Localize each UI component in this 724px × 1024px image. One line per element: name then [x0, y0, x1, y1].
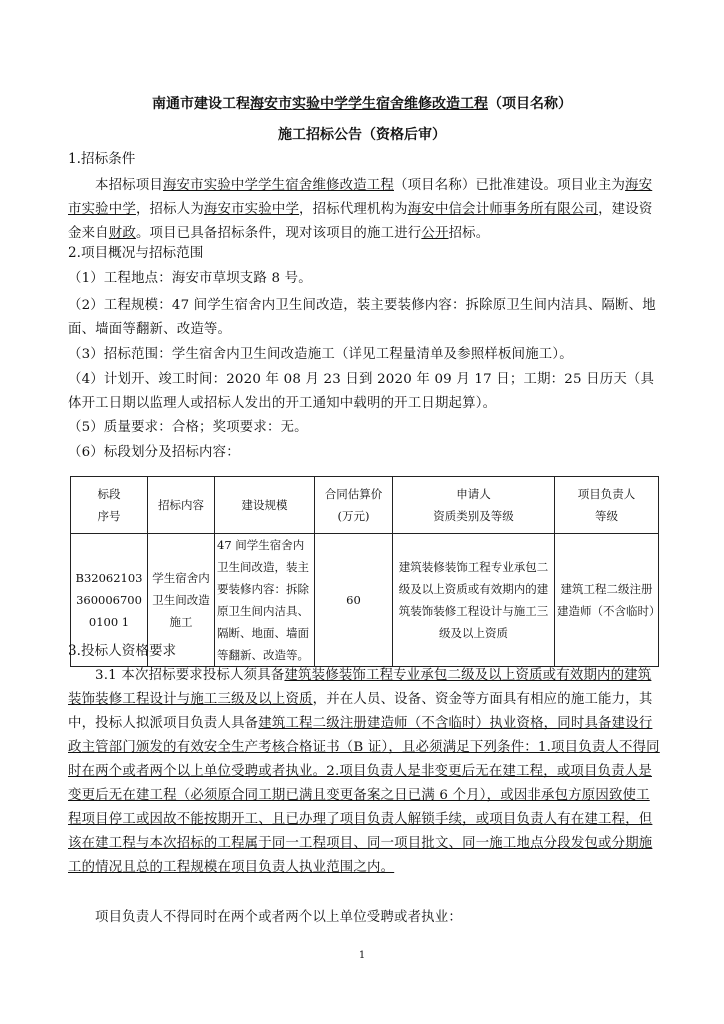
title-project-name: 海安市实验中学学生宿舍维修改造工程	[250, 96, 488, 112]
header-lot-no: 标段 序号	[71, 477, 148, 534]
lot-table	[70, 476, 659, 667]
item-location: （1）工程地点：海安市草坝支路 8 号。	[68, 271, 312, 286]
header-scale: 建设规模	[215, 477, 315, 534]
text: 3.1 本次招标要求投标人须具备	[95, 668, 285, 683]
page-number: 1	[358, 950, 366, 961]
text: ，招标代理机构为	[299, 202, 408, 217]
qualification-requirement: 建筑装修装饰工程专业承包二级及以上资质或有效期内的建筑装饰装修工程设计与施工三级及以上资质	[68, 668, 652, 707]
text: ，并在人员、设备、资金等方面具有相应的施工能力，其中，投标人拟派项目负责人具备	[68, 692, 653, 731]
header-manager-level: 项目负责人 等级	[555, 477, 659, 534]
fund-source: 财政	[108, 226, 136, 241]
text: （项目名称）已批准建设。项目业主为	[394, 178, 626, 193]
header-estimate: 合同估算价 (万元)	[315, 477, 393, 534]
tenderer-name: 海安市实验中学	[203, 202, 300, 217]
header-qualification: 申请人 资质类别及等级	[393, 477, 555, 534]
cell-manager-level: 建筑工程二级注册建造师（不含临时）	[555, 534, 659, 667]
section-3-heading: 3.投标人资格要求	[68, 643, 177, 659]
title-prefix: 南通市建设工程	[152, 96, 250, 112]
cell-scale: 47 间学生宿舍内卫生间改造，装主要装修内容：拆除原卫生间内洁具、隔断、地面、墙面等翻新、改造等。	[215, 534, 315, 667]
section-3-tail: 项目负责人不得同时在两个或者两个以上单位受聘或者执业：	[95, 910, 462, 925]
item-scale: （2）工程规模：47 间学生宿舍内卫生间改造，装主要装修内容：拆除原卫生间内洁具、隔断、地面、墙面等翻新、改造等。	[68, 298, 656, 337]
section-1-paragraph	[68, 174, 660, 246]
agency-name: 海安中信会计师事务所有限公司	[407, 202, 599, 217]
item-scope: （3）招标范围：学生宿舍内卫生间改造施工（详见工程量清单及参照样板间施工）。	[68, 347, 573, 362]
title-suffix: （项目名称）	[488, 96, 572, 112]
table-header-row	[71, 477, 659, 534]
item-quality: （5）质量要求：合格；奖项要求：无。	[68, 420, 308, 435]
item-lots: （6）标段划分及招标内容：	[68, 445, 240, 460]
project-name: 海安市实验中学学生宿舍维修改造工程	[162, 178, 394, 193]
text: 本招标项目	[95, 178, 163, 193]
header-content: 招标内容	[148, 477, 215, 534]
document-title	[0, 93, 724, 113]
manager-requirement: 建筑工程二级注册建造师（不含临时）执业资格，同时具备建设行政主管部门颁发的有效安全生产考核合格证书（B 证），且必须满足下列条件：1.项目负责人不得同时在两个或者两个以上单位受聘或者执业。2.项目负责人是非变更后无在建工程，或项目负责人是变更后无在建工程（必须原合同工期已满且变更备案之日已满 6 个月），或因非承包方原因致使工程项目停工或因故不能按期开工、且已办理了项目负责人解锁手续，或项目负责人有在建工程，但该在建工程与本次招标的工程属于同一工程项目、同一项目批文、同一施工地点分段发包或分期施工的情况且总的工程规模在项目负责人执业范围之内。	[68, 716, 660, 875]
tender-method: 公开	[421, 226, 449, 241]
owner-name: 海安市实验中学	[68, 178, 653, 217]
cell-estimate: 60	[315, 534, 393, 667]
text: ，招标人为	[135, 202, 204, 217]
cell-qualification: 建筑装修装饰工程专业承包二级及以上资质或有效期内的建筑装饰装修工程设计与施工三级及以上资质	[393, 534, 555, 667]
section-2-heading: 2.项目概况与招标范围	[68, 245, 204, 261]
section-1-heading: 1.招标条件	[68, 151, 136, 167]
item-schedule: （4）计划开、竣工时间：2020 年 08 月 23 日到 2020 年 09 月 17 日；工期：25 日历天（具体开工日期以监理人或招标人发出的开工通知中载明的开工日期起算）。	[68, 372, 655, 411]
document-subtitle: 施工招标公告（资格后审）	[278, 127, 446, 143]
text: 。项目已具备招标条件，现对该项目的施工进行	[135, 226, 422, 241]
cell-content: 学生宿舍内卫生间改造施工	[148, 534, 215, 667]
text: ，建设资金来自	[68, 202, 653, 241]
cell-lot-no: B320621033600067000100 1	[71, 534, 148, 667]
section-3-paragraph	[68, 664, 660, 880]
text: 招标。	[448, 226, 490, 241]
